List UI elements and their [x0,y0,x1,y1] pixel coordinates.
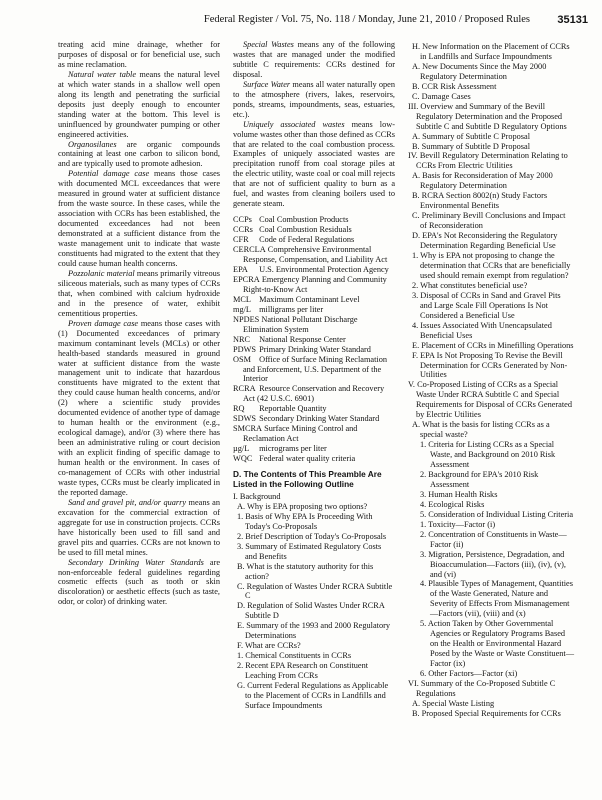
abbreviation-key: PDWS [233,344,257,354]
outline-item: 2. What constitutes beneficial use? [412,280,528,290]
outline-item: A. Why is EPA proposing two options? [237,501,368,511]
abbreviation-item [233,345,395,355]
abbreviation-item [233,305,395,315]
definition-text: means any of the following wastes that are managed under the modified subtitle C requirements: CCRs destined for disposal. [233,40,395,79]
outline-item: A. What is the basis for listing CCRs as a special waste? [412,420,550,440]
running-head: Federal Register / Vol. 75, No. 118 / Monday, June 21, 2010 / Proposed Rules [203,14,530,25]
abbreviation-key: RCRA [233,384,256,394]
outline-item: V. Co-Proposed Listing of CCRs as a Special Waste Under RCRA Subtitle C and Special Requirements for Disposal of CCRs Generated by Electric Utilities [408,380,572,420]
definition-paragraph [58,558,220,608]
abbreviation-value: Comprehensive Environmental Response, Compensation, and Liability Act [243,245,388,265]
outline-item: A. Special Waste Listing [412,698,495,708]
definition-term: Sand and gravel pit, and/or quarry [68,497,187,507]
outline-item: B. What is the statutory authority for this action? [237,561,374,581]
preamble-outline [233,492,395,711]
abbreviation-item [233,265,395,275]
abbreviation-value: Coal Combustion Residuals [257,225,352,235]
abbreviation-item [233,404,395,414]
abbreviation-key: EPCRA [233,274,260,284]
outline-item: 2. Background for EPA's 2010 Risk Assessment [420,469,539,489]
definition-text: means those cases with documented MCL exceedances that were measured in ground water at sufficient distance from the waste source. In these cases, while the association with CCRs has been established, the documented exceedances had not been demonstrated at a sufficient distance from the waste management unit to indicate that waste constituents had migrated to the extent that they could cause human health concerns. [58,169,220,268]
definition-term: Surface Water [243,79,291,89]
definition-paragraph [58,40,220,70]
preamble-outline-continued [408,42,574,719]
outline-item: 1. Why is EPA not proposing to change the determination that CCRs that are beneficially used should remain exempt from regulation? [412,251,571,280]
abbreviation-value: Reportable Quantity [257,404,327,414]
outline-item: 3. Summary of Estimated Regulatory Costs and Benefits [237,541,382,561]
outline-item: A. Basis for Reconsideration of May 2000 Regulatory Determination [412,171,553,191]
abbreviation-value: Federal water quality criteria [257,454,356,464]
abbreviation-value: Resource Conservation and Recovery Act (42 U.S.C. 6901) [243,384,385,404]
abbreviation-key: EPA [233,264,248,274]
definition-paragraph [58,169,220,269]
abbreviation-key: WQC [233,454,253,464]
definition-text: means all water naturally open to the atmosphere (rivers, lakes, reservoirs, ponds, streams, impoundments, seas, estuaries, etc.). [233,79,396,119]
outline-item: B. CCR Risk Assessment [412,81,497,91]
outline-item: 2. Brief Description of Today's Co-Proposals [237,531,387,541]
outline-item: 5. Action Taken by Other Governmental Agencies or Regulatory Programs Based on the Health or Environmental Hazard Posed by the Waste or Waste Constituent—Factor (ix) [420,619,574,669]
abbreviation-key: RQ [233,404,245,414]
outline-item: E. Summary of the 1993 and 2000 Regulatory Determinations [237,621,391,641]
definition-paragraph [233,120,395,210]
outline-item: D. Regulation of Solid Wastes Under RCRA Subtitle D [237,601,385,621]
abbreviation-value: Office of Surface Mining Reclamation and Enforcement, U.S. Department of the Interior [243,354,388,384]
definition-paragraph [58,319,220,498]
abbreviation-value: National Pollutant Discharge Elimination System [243,314,358,334]
abbreviation-item [233,454,395,464]
outline-item: 4. Ecological Risks [420,499,485,509]
abbreviation-item [233,355,395,385]
abbreviation-value: National Response Center [257,334,346,344]
definition-term: Uniquely associated wastes [243,119,345,129]
abbreviation-item [233,414,395,424]
abbreviations-list [233,215,395,464]
outline-item: B. RCRA Section 8002(n) Study Factors Environmental Benefits [412,191,548,211]
abbreviation-key: CCRs [233,225,253,235]
abbreviation-key: NPDES [233,314,260,324]
outline-item: A. New Documents Since the May 2000 Regulatory Determination [412,61,547,81]
outline-item: C. Preliminary Bevill Conclusions and Impact of Reconsideration [412,211,566,231]
outline-item: 2. Concentration of Constituents in Waste—Factor (ii) [420,529,567,549]
abbreviation-key: CCPs [233,215,252,225]
outline-item: F. What are CCRs? [237,641,301,651]
abbreviation-item [233,235,395,245]
abbreviation-item [233,215,395,225]
outline-item: 3. Human Health Risks [420,489,498,499]
definition-text: means primarily vitreous siliceous materials, such as many types of CCRs that, when combined with calcium hydroxide and in the presence of water, exhibit cementitious properties. [58,268,220,318]
outline-heading: D. The Contents of This Preamble Are Listed in the Following Outline [233,469,382,489]
outline-item: 1. Basis of Why EPA Is Proceeding With Today's Co-Proposals [237,511,373,531]
definition-text: treating acid mine drainage, whether for purposes of disposal or for beneficial use, such as mine reclamation. [58,40,220,69]
definition-term: Proven damage case [68,318,139,328]
outline-item: H. New Information on the Placement of CCRs in Landfills and Surface Impoundments [412,42,570,61]
definition-text: are non-enforceable federal guidelines regarding cosmetic effects (such as tooth or skin discoloration) or aesthetic effects (such as taste, odor, or color) of drinking water. [58,557,221,607]
abbreviation-item [233,315,395,335]
outline-item: D. EPA's Not Reconsidering the Regulatory Determination Regarding Beneficial Use [412,231,558,251]
column-right [408,40,574,719]
abbreviation-value: milligrams per liter [257,304,324,314]
outline-item: C. Regulation of Wastes Under RCRA Subtitle C [237,581,393,601]
outline-item: VI. Summary of the Co-Proposed Subtitle C Regulations [408,679,556,698]
outline-item: 4. Issues Associated With Unencapsulated Beneficial Uses [412,320,552,340]
outline-item: 6. Other Factors—Factor (xi) [420,669,518,679]
definition-paragraph [233,80,395,120]
definition-term: Potential damage case [68,169,150,179]
abbreviation-value: Primary Drinking Water Standard [257,344,371,354]
page-header [32,14,588,30]
definition-text: means low-volume wastes other than those defined as CCRs that are related to the coal combustion process. Examples of uniquely associated wastes are precipitation runoff from coal storage piles at the electric utility, waste coal or coal mill rejects that are not of sufficient quality to burn as a fuel, and wastes from cleaning boilers used to generate steam. [233,119,395,209]
abbreviation-key: µg/L [233,444,250,454]
outline-item: 1. Toxicity—Factor (i) [420,519,496,529]
abbreviation-item [233,225,395,235]
abbreviation-key: CERCLA [233,245,266,255]
outline-item: A. Summary of Subtitle C Proposal [412,131,530,141]
definition-term: Organosilanes [68,139,117,149]
definition-term: Secondary Drinking Water Standards [68,557,204,567]
abbreviation-key: OSM [233,354,251,364]
definition-term: Special Wastes [243,40,294,49]
definition-paragraph [58,498,220,558]
abbreviation-value: U.S. Environmental Protection Agency [257,264,389,274]
abbreviation-value: Coal Combustion Products [257,215,349,225]
definition-paragraph [233,40,395,80]
outline-item: I. Background [233,491,281,501]
abbreviation-value: Maximum Contaminant Level [257,294,360,304]
abbreviation-key: NRC [233,334,251,344]
definition-text: means an excavation for the commercial extraction of aggregate for use in construction projects. CCRs have historically been used to fill sand and gravel pits and quarries. CCRs are not known to be used to fill metal mines. [58,497,220,557]
outline-item: B. Proposed Special Requirements for CCRs [412,708,561,718]
abbreviation-key: CFR [233,235,249,245]
abbreviation-item [233,295,395,305]
abbreviation-key: mg/L [233,304,251,314]
definitions-continued [233,40,395,209]
definition-term: Natural water table [68,69,137,79]
outline-item: 5. Consideration of Individual Listing Criteria [420,509,574,519]
definition-paragraph [58,140,220,170]
outline-item: B. Summary of Subtitle D Proposal [412,141,530,151]
definition-term: Pozzolanic material [68,268,135,278]
outline-item: F. EPA Is Not Proposing To Revise the Bevill Determination for CCRs Generated by Non-Utilities [412,350,568,380]
abbreviation-key: MCL [233,294,251,304]
outline-item: C. Damage Cases [412,91,471,101]
outline-item: 1. Chemical Constituents in CCRs [237,651,352,661]
abbreviation-item [233,444,395,454]
abbreviation-value: Emergency Planning and Community Right-to-Know Act [243,274,387,294]
outline-item: 3. Disposal of CCRs in Sand and Gravel Pits and Large Scale Fill Operations Is Not Considered a Beneficial Use [412,290,561,320]
abbreviation-item [233,275,395,295]
outline-item: IV. Bevill Regulatory Determination Relating to CCRs From Electric Utilities [408,151,568,171]
outline-item: 1. Criteria for Listing CCRs as a Special Waste, and Background on 2010 Risk Assessment [420,440,556,470]
definition-paragraph [58,70,220,140]
abbreviation-value: micrograms per liter [257,444,327,454]
abbreviation-value: Code of Federal Regulations [257,235,355,245]
column-middle [233,40,395,711]
outline-item: 3. Migration, Persistence, Degradation, and Bioaccumulation—Factors (iii), (iv), (v), and (vi) [420,549,566,579]
definition-paragraph [58,269,220,319]
definition-text: means those cases with (1) Documented exceedances of primary maximum contaminant levels (MCLs) or other health-based standards measured in ground water at sufficient distance from the waste management unit to indicate that hazardous constituents have migrated to the extent that they could cause human health concerns, and/or (2) where a scientific study provides documented evidence of another type of damage to human health or the environment (e.g., ecological damage), and/or (3) where there has been an administrative ruling or court decision with an explicit finding of specific damage to human health or the environment. In cases of co-management of CCRs with other industrial waste types, CCRs must be clearly implicated in the reported damage. [58,318,221,497]
column-left [58,40,220,607]
outline-item: III. Overview and Summary of the Bevill Regulatory Determination and the Proposed Subtitle C and Subtitle D Regulatory Options [408,101,567,131]
definition-text: means the natural level at which water stands in a shallow well open along its length and penetrating the surficial deposits just deeply enough to encounter standing water at the bottom. This level is uninfluenced by groundwater pumping or other engineered activities. [58,69,220,139]
abbreviation-item [233,384,395,404]
outline-item: 4. Plausible Types of Management, Quantities of the Waste Generated, Nature and Severity of Effects From Mismanagement—Factors (vii), (viii) and (x) [420,579,573,619]
outline-item: G. Current Federal Regulations as Applicable to the Placement of CCRs in Landfills and Surface Impoundments [237,681,389,710]
abbreviation-value: Surface Mining Control and Reclamation Act [243,424,358,444]
abbreviation-item [233,424,395,444]
abbreviation-value: Secondary Drinking Water Standard [257,414,380,424]
abbreviation-item [233,245,395,265]
abbreviation-key: SDWS [233,414,257,424]
abbreviation-key: SMCRA [233,424,263,434]
abbreviation-item [233,335,395,345]
definition-text: are organic compounds containing at least one carbon to silicon bond, and are typically used to promote adhesion. [58,139,220,169]
outline-item: E. Placement of CCRs in Minefilling Operations [412,340,574,350]
outline-item: 2. Recent EPA Research on Constituent Leaching From CCRs [237,661,369,681]
page-number: 35131 [557,14,588,26]
